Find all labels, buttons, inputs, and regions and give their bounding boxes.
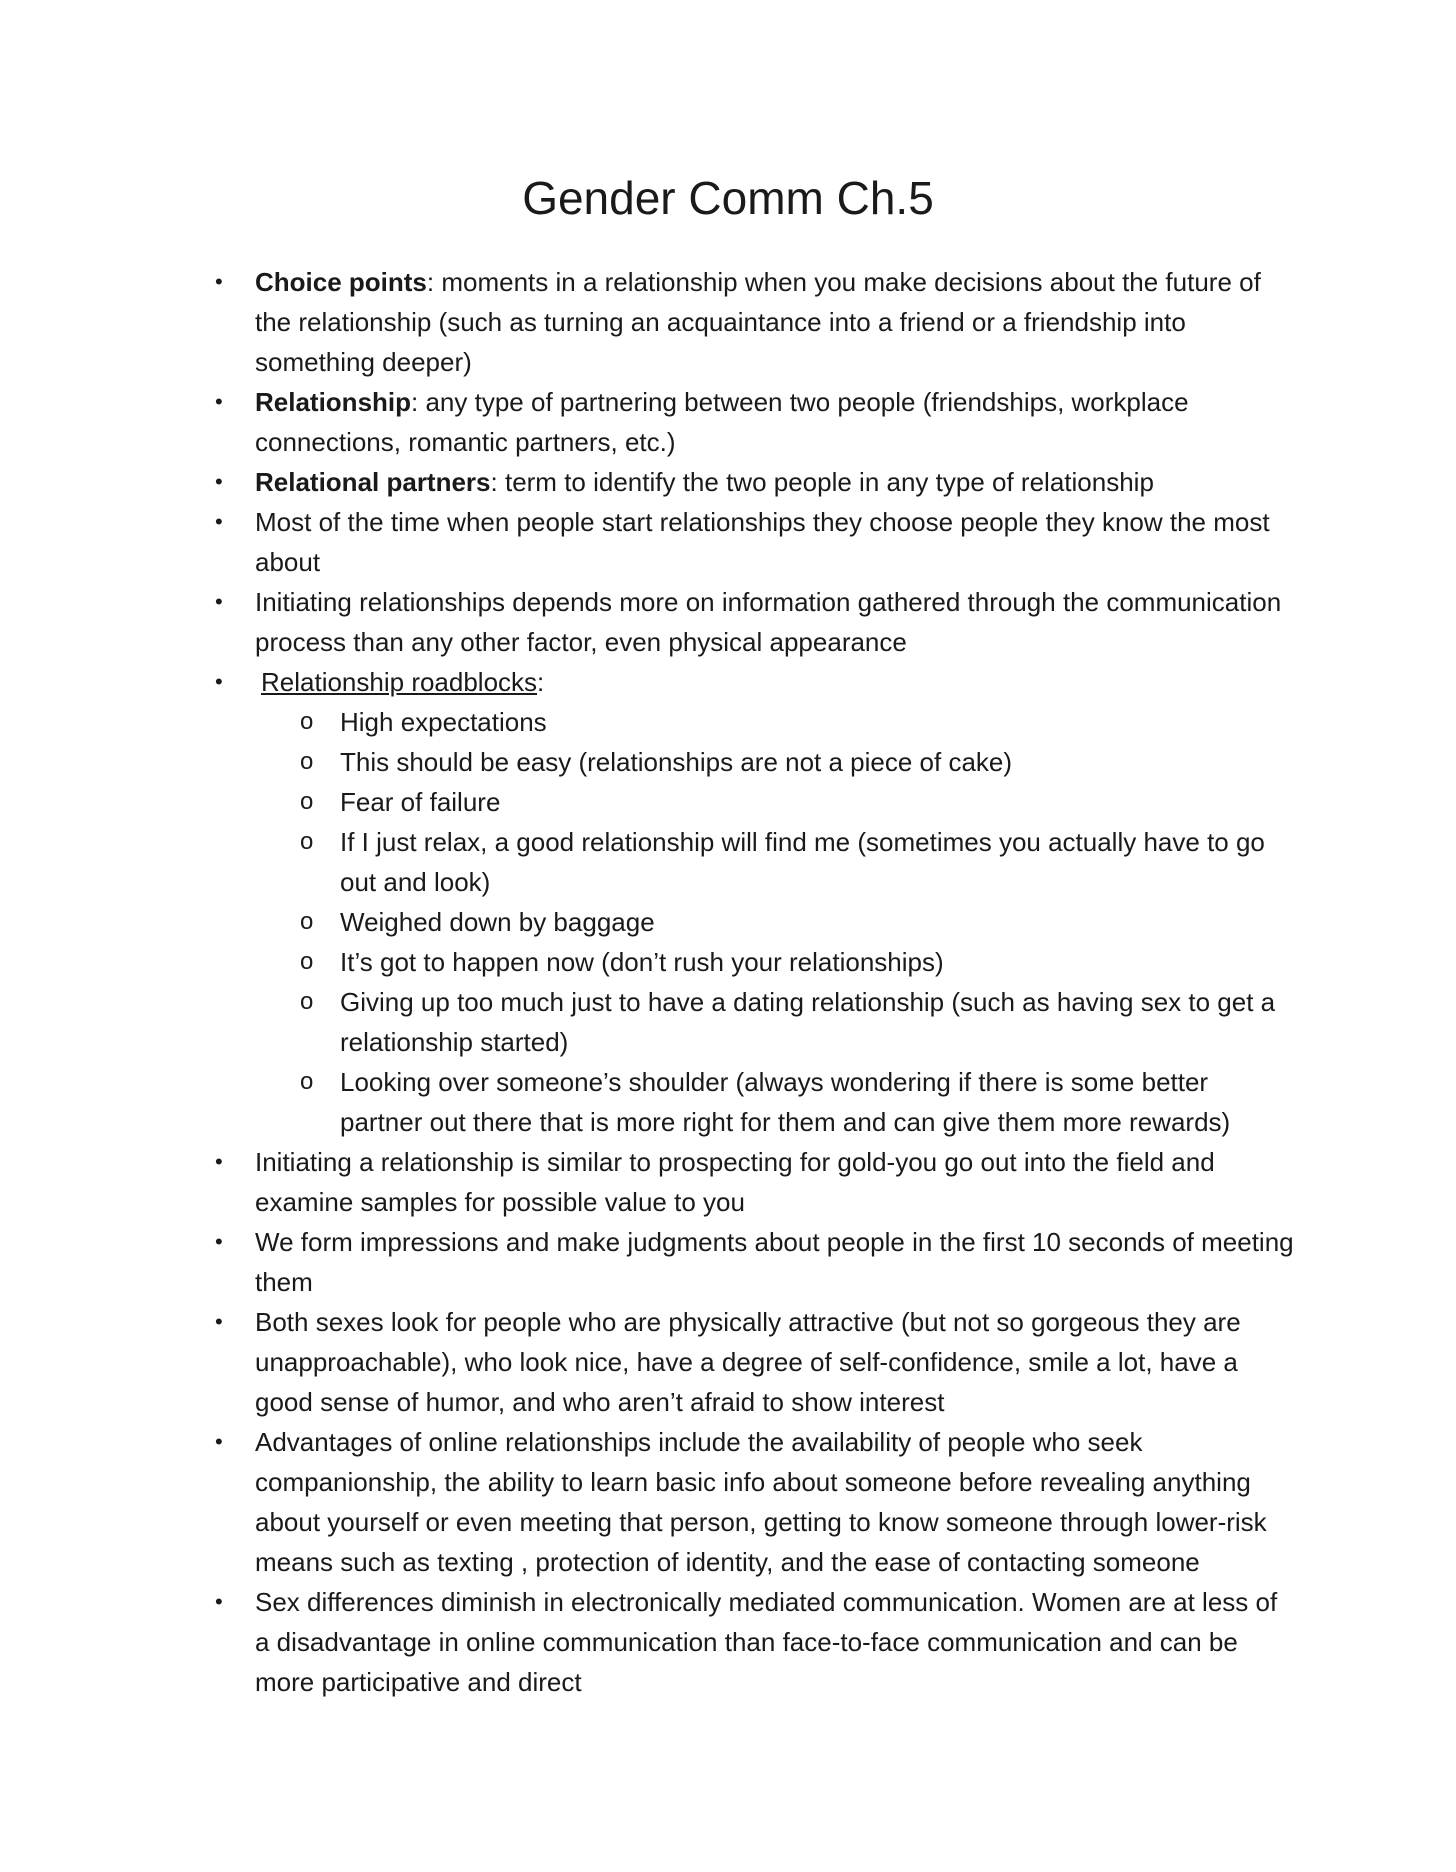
sub-list-item <box>300 1062 1295 1142</box>
circle-bullet-icon: o <box>300 788 314 815</box>
term: Relational partners <box>255 467 491 497</box>
bullet-icon: • <box>215 1229 223 1254</box>
item-text: Initiating a relationship is similar to prospecting for gold-you go out into the field and examine samples for possible value to you <box>255 1147 1215 1217</box>
sub-item-text: Fear of failure <box>340 787 501 817</box>
sub-item-text: Weighed down by baggage <box>340 907 655 937</box>
sub-list-item <box>300 902 1295 942</box>
list-item <box>215 1142 1295 1222</box>
sub-list-item <box>300 742 1295 782</box>
bullet-icon: • <box>215 469 223 494</box>
sub-item-text: Giving up too much just to have a dating relationship (such as having sex to get a relationship started) <box>340 987 1276 1057</box>
sub-item-text: It’s got to happen now (don’t rush your relationships) <box>340 947 944 977</box>
separator: : <box>537 667 545 697</box>
item-text: We form impressions and make judgments about people in the first 10 seconds of meeting them <box>255 1227 1294 1297</box>
circle-bullet-icon: o <box>300 908 314 935</box>
bullet-icon: • <box>215 669 223 694</box>
list-item-roadblocks <box>215 662 1295 1142</box>
bullet-icon: • <box>215 389 223 414</box>
sub-list-item <box>300 782 1295 822</box>
item-text: Advantages of online relationships include the availability of people who seek companionship, the ability to learn basic info about someone before revealing anything about yourself or even meeting that person, getting to know someone through lower-risk means such as texting , protection of identity, and the ease of contacting someone <box>255 1427 1267 1577</box>
circle-bullet-icon: o <box>300 708 314 735</box>
sub-item-text: This should be easy (relationships are not a piece of cake) <box>340 747 1013 777</box>
page-title-text: Gender Comm Ch.5 <box>522 172 934 224</box>
list-item <box>215 1302 1295 1422</box>
circle-bullet-icon: o <box>300 748 314 775</box>
item-text: Most of the time when people start relationships they choose people they know the most about <box>255 507 1270 577</box>
sub-list-item <box>300 942 1295 982</box>
list-item <box>215 382 1295 462</box>
list-item <box>215 1222 1295 1302</box>
bullet-icon: • <box>215 1149 223 1174</box>
circle-bullet-icon: o <box>300 1068 314 1095</box>
sub-item-text: If I just relax, a good relationship will find me (sometimes you actually have to go out and look) <box>340 827 1265 897</box>
bullet-icon: • <box>215 1309 223 1334</box>
notes-list <box>215 262 1295 1702</box>
circle-bullet-icon: o <box>300 948 314 975</box>
item-text: Initiating relationships depends more on information gathered through the communication process than any other factor, even physical appearance <box>255 587 1282 657</box>
term: Choice points <box>255 267 427 297</box>
sub-list-item <box>300 822 1295 902</box>
bullet-icon: • <box>215 269 223 294</box>
separator: : <box>490 467 505 497</box>
sub-item-text: Looking over someone’s shoulder (always wondering if there is some better partner out there that is more right for them and can give them more rewards) <box>340 1067 1231 1137</box>
list-item <box>215 462 1295 502</box>
list-item <box>215 1582 1295 1702</box>
list-item <box>215 1422 1295 1582</box>
item-text: moments in a relationship when you make decisions about the future of the relationship (such as turning an acquaintance into a friend or a friendship into something deeper) <box>255 267 1261 377</box>
sub-list-item <box>300 702 1295 742</box>
roadblocks-sublist <box>255 702 1295 1142</box>
sub-list-item <box>300 982 1295 1062</box>
item-text: Sex differences diminish in electronically mediated communication. Women are at less of a disadvantage in online communication than face-to-face communication and can be more participative and direct <box>255 1587 1278 1697</box>
circle-bullet-icon: o <box>300 828 314 855</box>
sub-item-text: High expectations <box>340 707 547 737</box>
underlined-term: Relationship roadblocks <box>261 667 538 697</box>
circle-bullet-icon: o <box>300 988 314 1015</box>
bullet-icon: • <box>215 509 223 534</box>
list-item <box>215 502 1295 582</box>
bullet-icon: • <box>215 1589 223 1614</box>
bullet-icon: • <box>215 589 223 614</box>
page-title <box>0 170 1456 226</box>
separator: : <box>411 387 426 417</box>
item-text: any type of partnering between two people (friendships, workplace connections, romantic partners, etc.) <box>255 387 1189 457</box>
item-text: Both sexes look for people who are physically attractive (but not so gorgeous they are unapproachable), who look nice, have a degree of self-confidence, smile a lot, have a good sense of humor, and who aren’t afraid to show interest <box>255 1307 1241 1417</box>
term: Relationship <box>255 387 412 417</box>
item-text: term to identify the two people in any type of relationship <box>504 467 1154 497</box>
bullet-icon: • <box>215 1429 223 1454</box>
list-item <box>215 582 1295 662</box>
list-item <box>215 262 1295 382</box>
separator: : <box>426 267 442 297</box>
